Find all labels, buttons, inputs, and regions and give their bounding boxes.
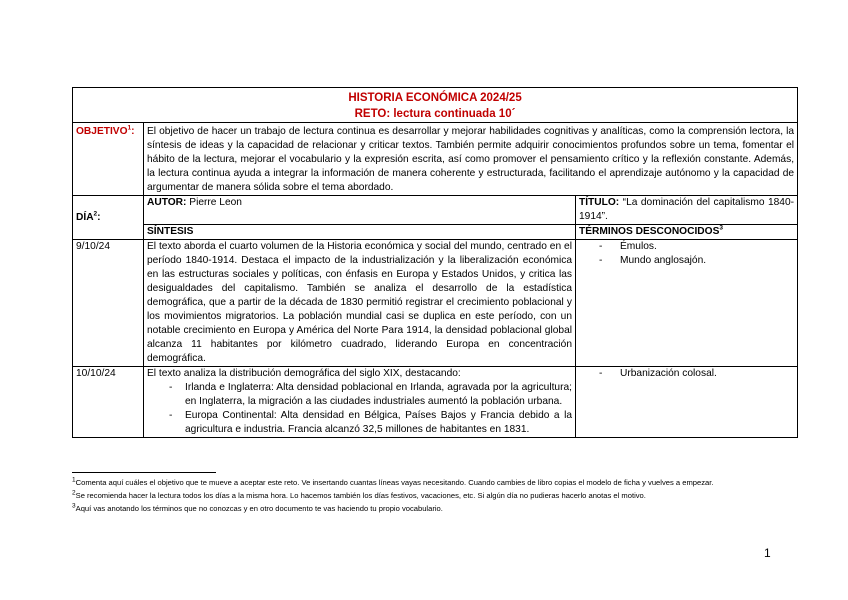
footnote-2 bbox=[72, 490, 772, 501]
author-cell bbox=[144, 196, 576, 225]
work-title-label: TÍTULO: bbox=[579, 197, 620, 208]
entry-synthesis-intro: El texto analiza la distribución demográfica del siglo XIX, destacando: bbox=[147, 368, 461, 379]
entry-terms-cell bbox=[576, 240, 798, 367]
footnote-3 bbox=[72, 503, 772, 514]
terms-header: TÉRMINOS DESCONOCIDOS bbox=[579, 226, 720, 237]
footnote-number: 1 bbox=[72, 476, 76, 484]
header-cell bbox=[73, 88, 798, 123]
footnote-ref-3: 3 bbox=[719, 224, 723, 232]
entry-row bbox=[73, 367, 798, 438]
footnote-number: 2 bbox=[72, 489, 76, 497]
terms-list bbox=[579, 367, 794, 381]
author-name: Pierre Leon bbox=[189, 197, 242, 208]
footnotes bbox=[72, 477, 772, 516]
footnote-ref-2: 2 bbox=[93, 210, 98, 218]
reading-record-table bbox=[72, 87, 798, 438]
entry-date: 9/10/24 bbox=[73, 240, 144, 367]
term-item: - Mundo anglosajón. bbox=[579, 254, 794, 268]
terms-list bbox=[579, 240, 794, 268]
entry-date: 10/10/24 bbox=[73, 367, 144, 438]
footnote-number: 3 bbox=[72, 502, 76, 510]
header-row bbox=[73, 88, 798, 123]
footnote-text: Aquí vas anotando los términos que no conozcas y en otro documento te vas haciendo tu propio vocabulario. bbox=[75, 504, 443, 513]
day-colon: : bbox=[97, 211, 101, 223]
document-title: HISTORIA ECONÓMICA 2024/25 bbox=[348, 92, 522, 104]
page-number: 1 bbox=[764, 546, 771, 560]
objective-label-cell bbox=[73, 123, 144, 196]
synthesis-bullet: - Europa Continental: Alta densidad en Bélgica, Países Bajos y Francia debido a la agricultura e industria. Francia alcanzó 32,5 millones de habitantes en 1831. bbox=[147, 409, 572, 437]
objective-label: OBJETIVO bbox=[76, 126, 128, 137]
terms-header-cell bbox=[576, 225, 798, 240]
footnote-1 bbox=[72, 477, 772, 488]
day-label: DÍA bbox=[76, 211, 94, 223]
author-row bbox=[73, 196, 798, 225]
footnote-ref-1: 1 bbox=[127, 124, 132, 132]
entry-synthesis-cell bbox=[144, 367, 576, 438]
synthesis-header: SÍNTESIS bbox=[144, 225, 576, 240]
entry-row bbox=[73, 240, 798, 367]
objective-colon: : bbox=[131, 126, 135, 137]
synthesis-bullet-list bbox=[147, 381, 572, 437]
column-header-row bbox=[73, 225, 798, 240]
footnote-text: Comenta aquí cuáles el objetivo que te mueve a aceptar este reto. Ve insertando cuantas líneas vayas necesitando. Cuando cambies de libro copias el modelo de ficha y vuelves a empezar. bbox=[75, 478, 714, 487]
objective-text: El objetivo de hacer un trabajo de lectura continua es desarrollar y mejorar habilidades cognitivas y analíticas, como la comprensión lectora, la síntesis de ideas y la capacidad de relacionar y criticar textos. También permite adquirir conocimientos profundos sobre un tema, fomentar el hábito de la lectura, mejorar el vocabulario y la expresión escrita, así como promover el pensamiento crítico y la reflexión constante. Además, la lectura continua ayuda a integrar la información de manera coherente y estructurada, facilitando el aprendizaje autónomo y la capacidad de argumentar de manera sólida sobre el tema abordado. bbox=[144, 123, 798, 196]
work-title: “La dominación del capitalismo 1840-1914”. bbox=[579, 197, 795, 222]
synthesis-bullet: - Irlanda e Inglaterra: Alta densidad poblacional en Irlanda, agravada por la agricultura; en Inglaterra, la migración a las ciudades industriales aumentó la población urbana. bbox=[147, 381, 572, 409]
entry-terms-cell bbox=[576, 367, 798, 438]
objective-row bbox=[73, 123, 798, 196]
document-subtitle: RETO: lectura continuada 10´ bbox=[354, 108, 516, 120]
term-item: - Urbanización colosal. bbox=[579, 367, 794, 381]
work-title-cell bbox=[576, 196, 798, 225]
footnote-separator bbox=[72, 472, 216, 473]
author-label: AUTOR: bbox=[147, 197, 187, 208]
footnote-text: Se recomienda hacer la lectura todos los días a la misma hora. Lo hacemos también los días festivos, vacaciones, etc. Si algún día no pudieras hacerlo anotas el motivo. bbox=[75, 491, 646, 500]
day-label-cell bbox=[73, 196, 144, 240]
term-item: - Émulos. bbox=[579, 240, 794, 254]
entry-synthesis: El texto aborda el cuarto volumen de la Historia económica y social del mundo, centrado en el período 1840-1914. Destaca el impacto de la industrialización y la liberalización económica en las estructuras sociales y políticas, con énfasis en Europa y Estados Unidos, y critica las desigualdades del capitalismo. También se analiza el desarrollo de la estadística demográfica, que a partir de la década de 1830 permitió registrar el crecimiento poblacional y los movimientos migratorios. La población mundial casi se duplica en este período, con un notable crecimiento en Europa y América del Norte Para 1914, la densidad poblacional global alcanza 11 habitantes por kilómetro cuadrado, liderando Europa en concentración demográfica. bbox=[144, 240, 576, 367]
